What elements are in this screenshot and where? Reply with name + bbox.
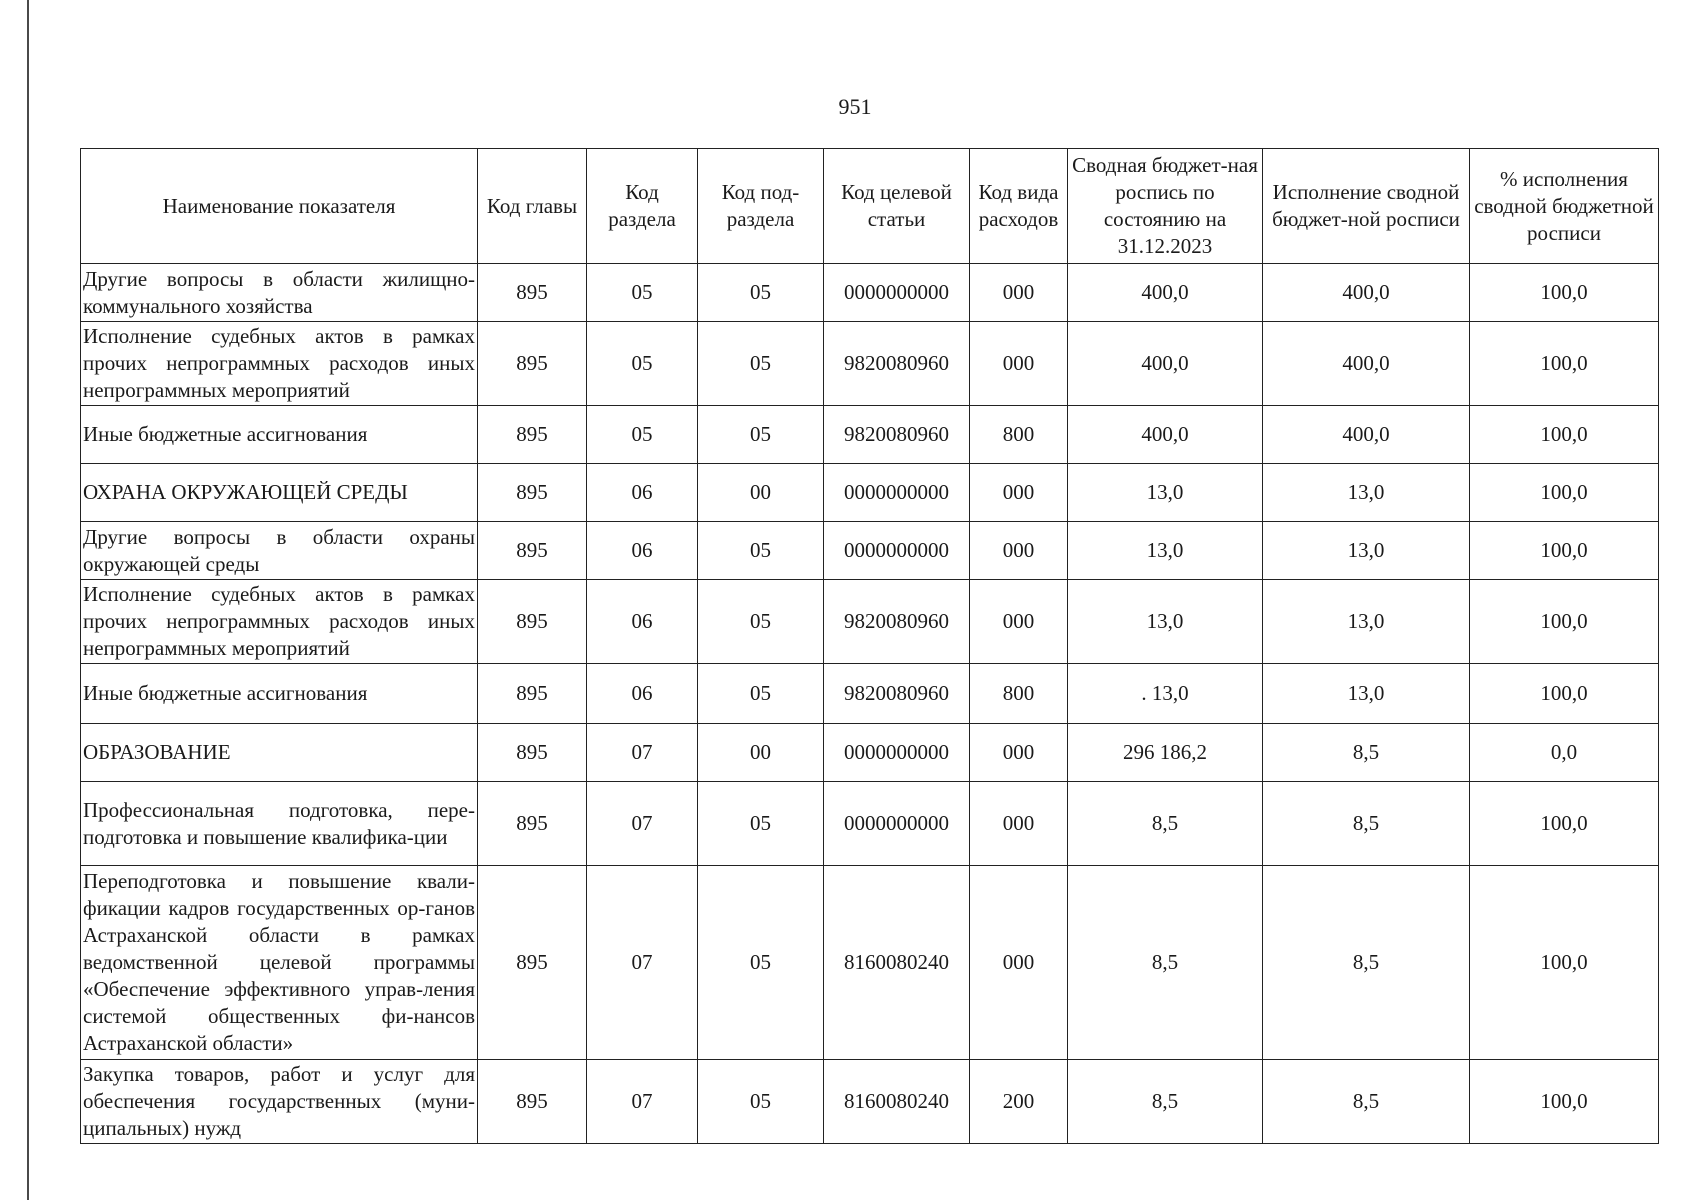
row-plan: 13,0 bbox=[1068, 580, 1263, 664]
table-row bbox=[81, 464, 1659, 522]
row-name: Исполнение судебных актов в рамках прочих непрограммных расходов иных непрограммных мероприятий bbox=[81, 322, 478, 406]
row-chapter: 895 bbox=[478, 522, 587, 580]
row-subsection: 05 bbox=[698, 664, 824, 724]
row-plan: 13,0 bbox=[1068, 464, 1263, 522]
row-subsection: 05 bbox=[698, 406, 824, 464]
row-expense-type: 200 bbox=[970, 1060, 1068, 1144]
row-section: 07 bbox=[587, 782, 698, 866]
row-execution: 8,5 bbox=[1263, 866, 1470, 1060]
row-execution: 400,0 bbox=[1263, 322, 1470, 406]
row-target: 0000000000 bbox=[824, 264, 970, 322]
row-plan: 8,5 bbox=[1068, 782, 1263, 866]
row-expense-type: 000 bbox=[970, 464, 1068, 522]
row-subsection: 05 bbox=[698, 522, 824, 580]
row-section: 06 bbox=[587, 664, 698, 724]
row-expense-type: 000 bbox=[970, 724, 1068, 782]
row-percent: 100,0 bbox=[1470, 406, 1659, 464]
row-name: Другие вопросы в области жилищно-коммунального хозяйства bbox=[81, 264, 478, 322]
row-target: 9820080960 bbox=[824, 322, 970, 406]
row-target: 9820080960 bbox=[824, 406, 970, 464]
row-chapter: 895 bbox=[478, 1060, 587, 1144]
row-expense-type: 000 bbox=[970, 322, 1068, 406]
header-chapter-code: Код главы bbox=[478, 149, 587, 264]
row-plan: 400,0 bbox=[1068, 264, 1263, 322]
row-execution: 13,0 bbox=[1263, 522, 1470, 580]
header-budget-plan: Сводная бюджет-ная роспись по состоянию на 31.12.2023 bbox=[1068, 149, 1263, 264]
header-row bbox=[81, 149, 1659, 264]
row-percent: 100,0 bbox=[1470, 522, 1659, 580]
row-expense-type: 800 bbox=[970, 664, 1068, 724]
row-chapter: 895 bbox=[478, 580, 587, 664]
row-execution: 8,5 bbox=[1263, 724, 1470, 782]
row-chapter: 895 bbox=[478, 782, 587, 866]
row-percent: 100,0 bbox=[1470, 580, 1659, 664]
row-target: 0000000000 bbox=[824, 464, 970, 522]
row-expense-type: 000 bbox=[970, 580, 1068, 664]
row-execution: 13,0 bbox=[1263, 464, 1470, 522]
row-target: 8160080240 bbox=[824, 866, 970, 1060]
row-execution: 400,0 bbox=[1263, 406, 1470, 464]
row-name: Профессиональная подготовка, пере-подготовка и повышение квалифика-ции bbox=[81, 782, 478, 866]
row-percent: 100,0 bbox=[1470, 464, 1659, 522]
row-subsection: 05 bbox=[698, 264, 824, 322]
row-subsection: 05 bbox=[698, 1060, 824, 1144]
row-subsection: 00 bbox=[698, 724, 824, 782]
table-row bbox=[81, 866, 1659, 1060]
row-section: 06 bbox=[587, 580, 698, 664]
row-expense-type: 000 bbox=[970, 866, 1068, 1060]
row-target: 0000000000 bbox=[824, 724, 970, 782]
table-row bbox=[81, 724, 1659, 782]
row-subsection: 05 bbox=[698, 322, 824, 406]
row-chapter: 895 bbox=[478, 664, 587, 724]
row-subsection: 05 bbox=[698, 580, 824, 664]
table-row bbox=[81, 1060, 1659, 1144]
header-subsection-code: Код под-раздела bbox=[698, 149, 824, 264]
table-row bbox=[81, 522, 1659, 580]
row-section: 07 bbox=[587, 866, 698, 1060]
row-section: 07 bbox=[587, 1060, 698, 1144]
row-name: Исполнение судебных актов в рамках прочих непрограммных расходов иных непрограммных мероприятий bbox=[81, 580, 478, 664]
row-name: Переподготовка и повышение квали-фикации кадров государственных ор-ганов Астраханской области в рамках ведомственной целевой программы «Обеспечение эффективного управ-ления системой общественных фи-нансов Астраханской области» bbox=[81, 866, 478, 1060]
row-chapter: 895 bbox=[478, 322, 587, 406]
row-chapter: 895 bbox=[478, 406, 587, 464]
row-section: 07 bbox=[587, 724, 698, 782]
row-percent: 100,0 bbox=[1470, 664, 1659, 724]
row-name: Другие вопросы в области охраны окружающей среды bbox=[81, 522, 478, 580]
row-section: 05 bbox=[587, 322, 698, 406]
row-percent: 100,0 bbox=[1470, 782, 1659, 866]
row-chapter: 895 bbox=[478, 866, 587, 1060]
row-target: 8160080240 bbox=[824, 1060, 970, 1144]
row-section: 05 bbox=[587, 264, 698, 322]
row-execution: 13,0 bbox=[1263, 580, 1470, 664]
row-section: 05 bbox=[587, 406, 698, 464]
row-target: 9820080960 bbox=[824, 664, 970, 724]
row-expense-type: 800 bbox=[970, 406, 1068, 464]
header-expense-type-code: Код вида расходов bbox=[970, 149, 1068, 264]
row-chapter: 895 bbox=[478, 724, 587, 782]
table-row bbox=[81, 264, 1659, 322]
row-subsection: 05 bbox=[698, 866, 824, 1060]
row-target: 0000000000 bbox=[824, 522, 970, 580]
row-plan: 8,5 bbox=[1068, 866, 1263, 1060]
row-expense-type: 000 bbox=[970, 264, 1068, 322]
row-percent: 100,0 bbox=[1470, 322, 1659, 406]
table-row bbox=[81, 406, 1659, 464]
row-plan: 13,0 bbox=[1068, 522, 1263, 580]
row-subsection: 00 bbox=[698, 464, 824, 522]
row-percent: 100,0 bbox=[1470, 264, 1659, 322]
row-target: 0000000000 bbox=[824, 782, 970, 866]
row-chapter: 895 bbox=[478, 264, 587, 322]
row-percent: 100,0 bbox=[1470, 866, 1659, 1060]
header-execution: Исполнение сводной бюджет-ной росписи bbox=[1263, 149, 1470, 264]
header-section-code: Код раздела bbox=[587, 149, 698, 264]
scan-edge-line bbox=[27, 0, 29, 1200]
row-name: ОХРАНА ОКРУЖАЮЩЕЙ СРЕДЫ bbox=[81, 464, 478, 522]
row-execution: 400,0 bbox=[1263, 264, 1470, 322]
row-expense-type: 000 bbox=[970, 782, 1068, 866]
row-subsection: 05 bbox=[698, 782, 824, 866]
row-name: Иные бюджетные ассигнования bbox=[81, 406, 478, 464]
header-percent: % исполнения сводной бюджетной росписи bbox=[1470, 149, 1659, 264]
page-number: 951 bbox=[838, 94, 872, 119]
row-name: Иные бюджетные ассигнования bbox=[81, 664, 478, 724]
row-name: ОБРАЗОВАНИЕ bbox=[81, 724, 478, 782]
row-section: 06 bbox=[587, 464, 698, 522]
row-name: Закупка товаров, работ и услуг для обеспечения государственных (муни-ципальных) нужд bbox=[81, 1060, 478, 1144]
row-plan: 296 186,2 bbox=[1068, 724, 1263, 782]
table-row bbox=[81, 580, 1659, 664]
table-row bbox=[81, 322, 1659, 406]
row-plan: 8,5 bbox=[1068, 1060, 1263, 1144]
table-row bbox=[81, 782, 1659, 866]
row-chapter: 895 bbox=[478, 464, 587, 522]
row-plan: 400,0 bbox=[1068, 322, 1263, 406]
row-percent: 100,0 bbox=[1470, 1060, 1659, 1144]
row-plan: . 13,0 bbox=[1068, 664, 1263, 724]
row-percent: 0,0 bbox=[1470, 724, 1659, 782]
row-execution: 8,5 bbox=[1263, 1060, 1470, 1144]
header-target-code: Код целевой статьи bbox=[824, 149, 970, 264]
row-section: 06 bbox=[587, 522, 698, 580]
row-plan: 400,0 bbox=[1068, 406, 1263, 464]
row-execution: 13,0 bbox=[1263, 664, 1470, 724]
row-target: 9820080960 bbox=[824, 580, 970, 664]
budget-table bbox=[80, 148, 1659, 1144]
table-row bbox=[81, 664, 1659, 724]
row-expense-type: 000 bbox=[970, 522, 1068, 580]
row-execution: 8,5 bbox=[1263, 782, 1470, 866]
header-name: Наименование показателя bbox=[81, 149, 478, 264]
